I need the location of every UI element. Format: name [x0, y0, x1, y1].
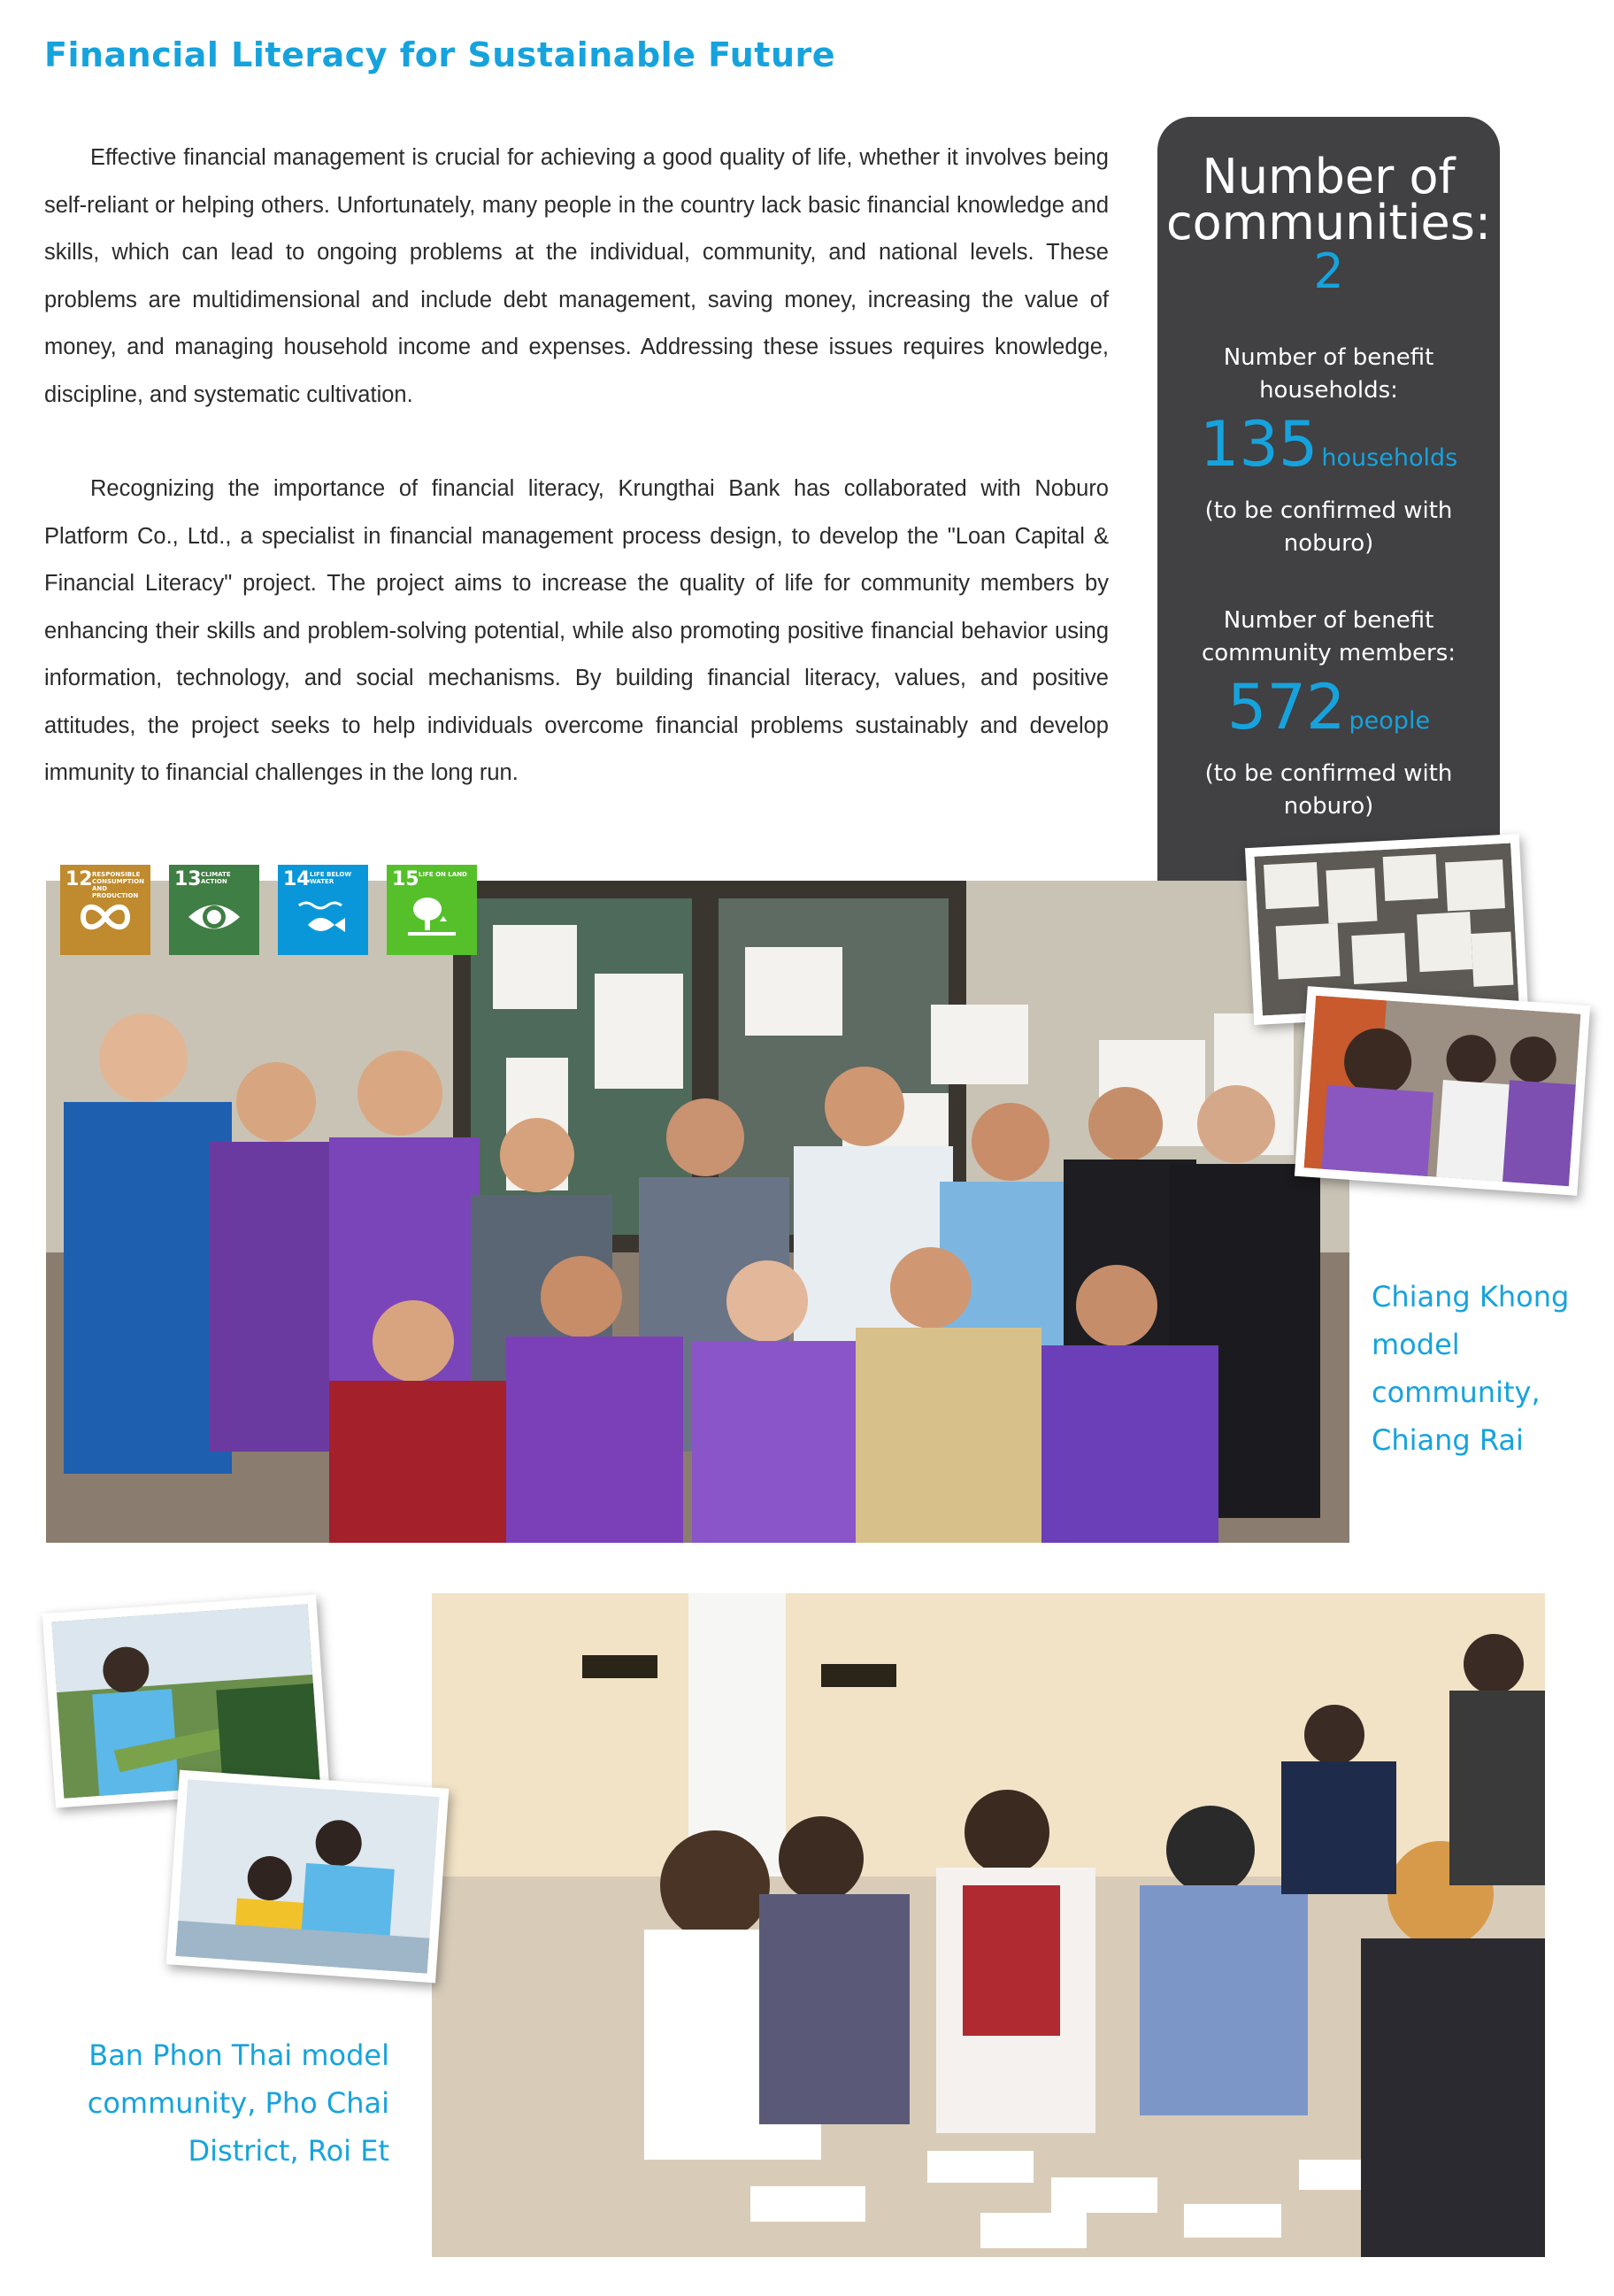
households-note: (to be confirmed with noburo)	[1204, 497, 1453, 557]
households-unit: households	[1321, 444, 1458, 472]
body-text	[44, 135, 1109, 797]
sdg-number: 15	[392, 868, 419, 890]
members-note: (to be confirmed with noburo)	[1204, 760, 1453, 820]
paragraph: Effective financial management is crucial for achieving a good quality of life, whether it involves being self-reliant or helping others. Unfortunately, many people in the country lack basic financial knowledge and skills, which can lead to ongoing problems at the individual, community, and national levels. These problems are multidimensional and include debt management, saving money, increasing the value of money, and managing household income and expenses. Addressing these issues requires knowledge, discipline, and systematic cultivation.	[44, 145, 1109, 407]
sdg-number: 13	[174, 868, 202, 890]
members-unit: people	[1349, 707, 1431, 735]
sdg-13-tile	[169, 865, 259, 955]
communities-value: 2	[1313, 243, 1344, 299]
sdg-icons	[60, 865, 477, 955]
households-label: Number of benefit households:	[1223, 344, 1434, 404]
sdg-title: CLIMATE ACTION	[201, 871, 231, 885]
members-label: Number of benefit community members:	[1201, 607, 1456, 666]
members-value: 572	[1226, 671, 1346, 744]
ban-phon-thai-workshop-photo	[432, 1593, 1545, 2257]
infinity-icon	[78, 895, 133, 939]
page-title: Financial Literacy for Sustainable Future	[44, 35, 836, 74]
members-figure	[1157, 671, 1500, 758]
desk-training-photo	[166, 1770, 450, 1984]
sdg-title: LIFE BELOW WATER	[310, 871, 352, 885]
eye-globe-icon	[187, 895, 242, 939]
chiang-khong-group-photo	[46, 881, 1349, 1543]
sdg-title: RESPONSIBLE CONSUMPTION AND PRODUCTION	[92, 871, 144, 899]
paragraph: Recognizing the importance of financial literacy, Krungthai Bank has collaborated with Noburo Platform Co., Ltd., a specialist in financial management process design, to develop the "Loan Capital & Financial Literacy" project. The project aims to increase the quality of life for community members by enhancing their skills and problem-solving potential, while also promoting positive financial behavior using information, technology, and social mechanisms. By building financial literacy, values, and positive attitudes, the project seeks to help individuals overcome financial problems sustainably and develop immunity to financial challenges in the long run.	[44, 476, 1109, 785]
sdg-15-tile	[387, 865, 477, 955]
sdg-title: LIFE ON LAND	[419, 871, 467, 878]
sdg-number: 12	[65, 868, 93, 890]
households-figure	[1157, 408, 1500, 495]
sdg-14-tile	[278, 865, 368, 955]
tree-icon	[404, 895, 459, 939]
fish-icon	[296, 895, 350, 939]
communities-label: Number of communities:	[1165, 149, 1492, 250]
members-reading-photo	[1295, 986, 1590, 1196]
stats-panel	[1157, 117, 1500, 896]
sdg-number: 14	[283, 868, 311, 890]
households-value: 135	[1199, 408, 1318, 481]
sdg-12-tile	[60, 865, 150, 955]
caption-ban-phon-thai: Ban Phon Thai model community, Pho Chai District, Roi Et	[87, 2038, 389, 2168]
caption-chiang-khong: Chiang Khong model community, Chiang Rai	[1372, 1280, 1570, 1457]
